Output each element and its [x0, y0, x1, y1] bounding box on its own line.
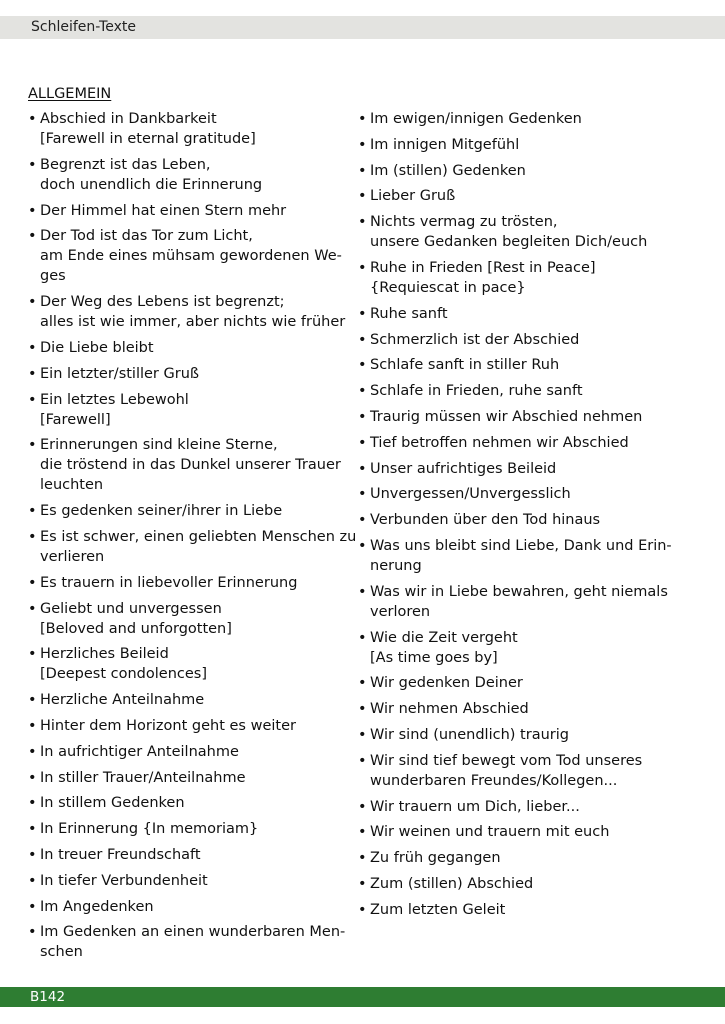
- list-item-line: wunderbaren Freundes/Kollegen...: [370, 772, 618, 789]
- list-item: [358, 797, 678, 817]
- section-title: ALLGEMEIN: [28, 86, 112, 102]
- list-item-line: Im Gedenken an einen wunderbaren Men-: [40, 924, 346, 941]
- list-item: [28, 338, 348, 358]
- list-item-line: am Ende eines mühsam gewordenen We-: [40, 248, 342, 265]
- list-item: [358, 582, 678, 622]
- list-item-line: verloren: [370, 603, 431, 620]
- list-item: [28, 690, 348, 710]
- bullet-icon: •: [28, 600, 37, 617]
- list-item-line: Unvergessen/Unvergesslich: [370, 486, 571, 503]
- list-item: [358, 699, 678, 719]
- list-item: [28, 599, 348, 639]
- list-item: [358, 822, 678, 842]
- list-item: [358, 459, 678, 479]
- bullet-icon: •: [358, 408, 367, 425]
- list-item: [358, 484, 678, 504]
- list-item-line: Der Tod ist das Tor zum Licht,: [40, 228, 253, 245]
- list-item-line: Im Angedenken: [40, 898, 154, 915]
- bullet-icon: •: [358, 111, 367, 127]
- list-item-line: Wir nehmen Abschied: [370, 701, 529, 718]
- bullet-icon: •: [358, 675, 367, 692]
- list-item-line: Schlafe in Frieden, ruhe sanft: [370, 383, 583, 400]
- bullet-icon: •: [358, 434, 367, 451]
- list-item-line: Traurig müssen wir Abschied nehmen: [370, 408, 643, 425]
- list-item-line: Lieber Gruß: [370, 188, 456, 205]
- list-item: [28, 390, 348, 430]
- bullet-icon: •: [358, 875, 367, 892]
- list-item: [358, 900, 678, 920]
- bullet-icon: •: [28, 365, 37, 382]
- list-item: [358, 725, 678, 745]
- bullet-icon: •: [358, 583, 367, 600]
- list-item-line: Schmerzlich ist der Abschied: [370, 331, 580, 348]
- bullet-icon: •: [28, 692, 37, 709]
- bullet-icon: •: [28, 743, 37, 760]
- list-item: [358, 510, 678, 530]
- list-item-line: Ein letzter/stiller Gruß: [40, 365, 200, 382]
- bullet-icon: •: [358, 214, 367, 231]
- bullet-icon: •: [358, 850, 367, 867]
- list-item: [28, 501, 348, 521]
- list-item-line: Der Himmel hat einen Stern mehr: [40, 202, 287, 219]
- list-item: [358, 381, 678, 401]
- list-item-line: In treuer Freundschaft: [40, 846, 201, 863]
- bullet-icon: •: [358, 331, 367, 348]
- list-item-line: verlieren: [40, 548, 105, 565]
- list-item: [358, 536, 678, 576]
- list-item-line: Begrenzt ist das Leben,: [40, 156, 211, 173]
- bullet-icon: •: [358, 486, 367, 503]
- list-item-line: Es gedenken seiner/ihrer in Liebe: [40, 503, 283, 520]
- list-item-line: Verbunden über den Tod hinaus: [370, 512, 601, 529]
- list-item: [358, 330, 678, 350]
- list-item-line: Ruhe sanft: [370, 305, 448, 322]
- list-item: [358, 848, 678, 868]
- list-item-line: Es trauern in liebevoller Erinnerung: [40, 574, 298, 591]
- list-item-line: Wir gedenken Deiner: [370, 675, 523, 692]
- list-item-line: In aufrichtiger Anteilnahme: [40, 743, 239, 760]
- bullet-icon: •: [28, 717, 37, 734]
- list-item: [28, 845, 348, 865]
- list-item-line: nerung: [370, 557, 422, 574]
- bullet-icon: •: [28, 528, 37, 545]
- list-item: [358, 433, 678, 453]
- list-item-line: die tröstend in das Dunkel unserer Trauer: [40, 457, 341, 474]
- bullet-icon: •: [28, 391, 37, 408]
- bullet-icon: •: [358, 357, 367, 374]
- list-item-line: leuchten: [40, 477, 104, 494]
- list-item-line: In stillem Gedenken: [40, 795, 185, 812]
- bullet-icon: •: [358, 305, 367, 322]
- list-item: [28, 364, 348, 384]
- list-item-line: Die Liebe bleibt: [40, 339, 154, 356]
- bullet-icon: •: [358, 512, 367, 529]
- list-item-line: Wir weinen und trauern mit euch: [370, 824, 610, 841]
- list-item: [358, 258, 678, 298]
- list-item-line: Ein letztes Lebewohl: [40, 391, 189, 408]
- list-item: [358, 673, 678, 693]
- list-item-line: [Farewell]: [40, 411, 111, 428]
- list-item-line: Unser aufrichtiges Beileid: [370, 460, 557, 477]
- bullet-icon: •: [28, 769, 37, 786]
- list-item-line: Was wir in Liebe bewahren, geht niemals: [370, 583, 668, 600]
- bullet-icon: •: [28, 872, 37, 889]
- list-item-line: Herzliche Anteilnahme: [40, 692, 205, 709]
- list-item: [28, 573, 348, 593]
- list-item-line: Schlafe sanft in stiller Ruh: [370, 357, 560, 374]
- list-item-line: schen: [40, 944, 83, 961]
- list-item-line: [Beloved and unforgotten]: [40, 620, 232, 637]
- list-item-line: In Erinnerung {In memoriam}: [40, 821, 259, 838]
- bullet-icon: •: [28, 111, 37, 127]
- bullet-icon: •: [28, 156, 37, 173]
- list-item-line: ges: [40, 268, 66, 285]
- list-item: [28, 201, 348, 221]
- list-item-line: Wir sind (unendlich) traurig: [370, 726, 569, 743]
- list-item-line: Im (stillen) Gedenken: [370, 162, 526, 179]
- list-item-line: [As time goes by]: [370, 649, 498, 666]
- list-item-line: {Requiescat in pace}: [370, 279, 526, 296]
- bullet-icon: •: [28, 574, 37, 591]
- bullet-icon: •: [358, 901, 367, 918]
- bullet-icon: •: [358, 188, 367, 205]
- header-title: Schleifen-Texte: [31, 19, 136, 35]
- list-item: [358, 186, 678, 206]
- list-item: [358, 628, 678, 668]
- list-item: [28, 109, 348, 149]
- list-item-line: Wir trauern um Dich, lieber...: [370, 798, 580, 815]
- bullet-icon: •: [358, 136, 367, 153]
- list-item: [358, 109, 678, 129]
- list-item: [28, 793, 348, 813]
- bullet-icon: •: [358, 259, 367, 276]
- bullet-icon: •: [28, 339, 37, 356]
- left-column-list: [28, 109, 357, 962]
- list-item-line: Im innigen Mitgefühl: [370, 136, 520, 153]
- list-item-line: Im ewigen/innigen Gedenken: [370, 111, 582, 127]
- list-item: [358, 874, 678, 894]
- list-item-line: In tiefer Verbundenheit: [40, 872, 208, 889]
- bullet-icon: •: [28, 795, 37, 812]
- bullet-icon: •: [28, 898, 37, 915]
- bullet-icon: •: [28, 202, 37, 219]
- list-item: [358, 751, 678, 791]
- list-item-line: Es ist schwer, einen geliebten Menschen zu: [40, 528, 357, 545]
- page-footer: [0, 987, 725, 1007]
- bullet-icon: •: [28, 503, 37, 520]
- bullet-icon: •: [358, 537, 367, 554]
- list-item-line: Abschied in Dankbarkeit: [40, 111, 217, 127]
- list-item-line: Herzliches Beileid: [40, 646, 169, 663]
- bullet-icon: •: [28, 294, 37, 311]
- list-item: [28, 716, 348, 736]
- list-item: [28, 292, 348, 332]
- list-item-line: [Farewell in eternal gratitude]: [40, 131, 256, 147]
- list-item: [358, 161, 678, 181]
- list-item: [28, 435, 348, 495]
- list-item-line: unsere Gedanken begleiten Dich/euch: [370, 234, 648, 251]
- list-item-line: Wir sind tief bewegt vom Tod unseres: [370, 752, 643, 769]
- bullet-icon: •: [358, 798, 367, 815]
- list-item: [28, 871, 348, 891]
- list-item: [28, 527, 357, 567]
- list-item: [358, 212, 678, 252]
- list-item-line: Wie die Zeit vergeht: [370, 629, 518, 646]
- list-item-line: Nichts vermag zu trösten,: [370, 214, 558, 231]
- list-item-line: In stiller Trauer/Anteilnahme: [40, 769, 246, 786]
- bullet-icon: •: [358, 383, 367, 400]
- bullet-icon: •: [358, 701, 367, 718]
- list-item-line: Hinter dem Horizont geht es weiter: [40, 717, 296, 734]
- list-item: [358, 304, 678, 324]
- list-item: [28, 897, 348, 917]
- list-item-line: Was uns bleibt sind Liebe, Dank und Erin-: [370, 537, 672, 554]
- list-item: [28, 922, 348, 962]
- bullet-icon: •: [28, 646, 37, 663]
- list-item: [28, 226, 348, 286]
- bullet-icon: •: [28, 846, 37, 863]
- bullet-icon: •: [358, 726, 367, 743]
- list-item-line: [Deepest condolences]: [40, 666, 207, 683]
- list-item-line: Geliebt und unvergessen: [40, 600, 222, 617]
- list-item: [28, 819, 348, 839]
- right-column-list: [358, 109, 678, 920]
- list-item: [358, 135, 678, 155]
- bullet-icon: •: [358, 460, 367, 477]
- list-item-line: alles ist wie immer, aber nichts wie früher: [40, 314, 346, 331]
- list-item: [28, 644, 348, 684]
- list-item-line: Zu früh gegangen: [370, 850, 501, 867]
- list-item-line: Ruhe in Frieden [Rest in Peace]: [370, 259, 596, 276]
- list-item-line: Erinnerungen sind kleine Sterne,: [40, 437, 278, 454]
- list-item: [28, 768, 348, 788]
- bullet-icon: •: [358, 162, 367, 179]
- list-item-line: Zum letzten Geleit: [370, 901, 506, 918]
- page-header: [0, 16, 725, 39]
- list-item-line: Zum (stillen) Abschied: [370, 875, 534, 892]
- bullet-icon: •: [358, 824, 367, 841]
- bullet-icon: •: [358, 752, 367, 769]
- bullet-icon: •: [358, 629, 367, 646]
- list-item-line: Der Weg des Lebens ist begrenzt;: [40, 294, 285, 311]
- page-number: B142: [30, 989, 66, 1005]
- bullet-icon: •: [28, 821, 37, 838]
- list-item: [28, 742, 348, 762]
- bullet-icon: •: [28, 437, 37, 454]
- bullet-icon: •: [28, 924, 37, 941]
- list-item-line: Tief betroffen nehmen wir Abschied: [370, 434, 629, 451]
- list-item-line: doch unendlich die Erinnerung: [40, 176, 263, 193]
- list-item: [358, 355, 678, 375]
- bullet-icon: •: [28, 228, 37, 245]
- list-item: [28, 155, 348, 195]
- list-item: [358, 407, 678, 427]
